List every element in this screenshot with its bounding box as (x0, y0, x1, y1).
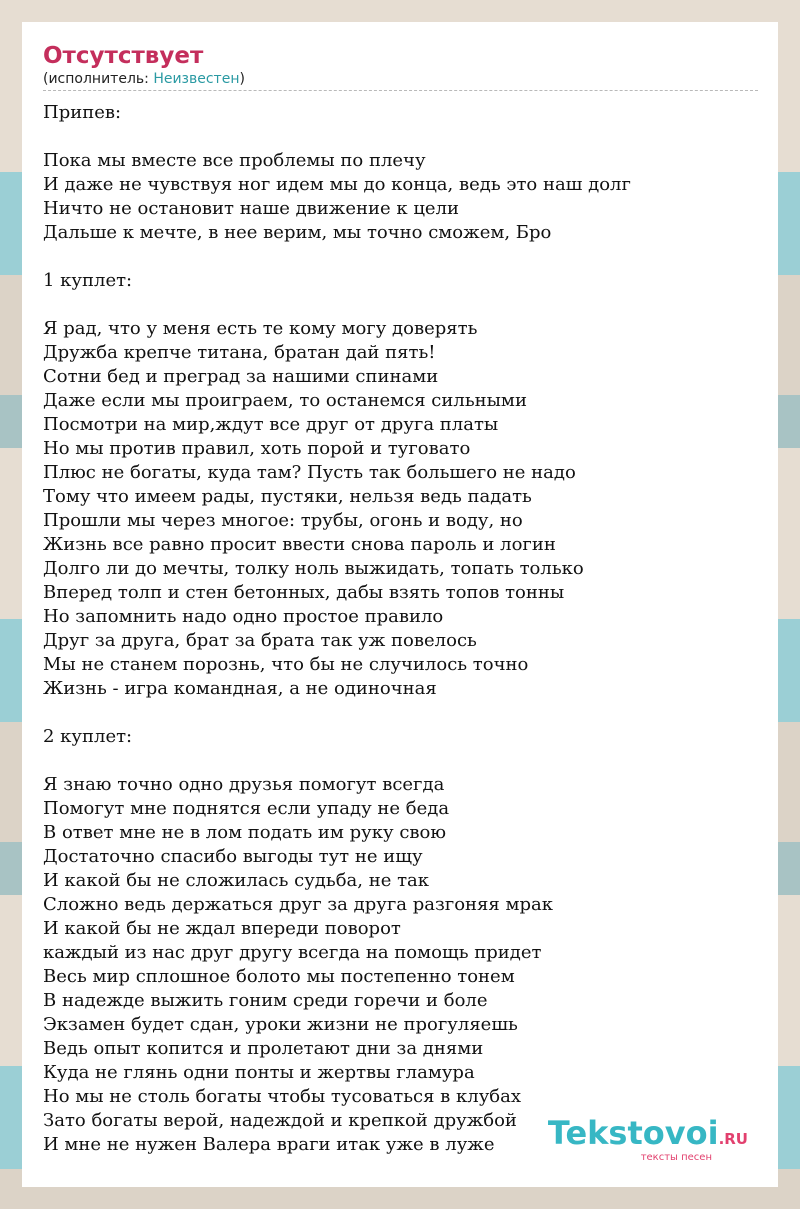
lyrics-line: Ведь опыт копится и пролетают дни за днями (43, 1038, 484, 1059)
lyrics-line: Но мы не столь богаты чтобы тусоваться в клубах (43, 1086, 522, 1107)
lyrics-line: Вперед толп и стен бетонных, дабы взять топов тонны (43, 582, 565, 603)
lyrics-line: Достаточно спасибо выгоды тут не ищу (43, 846, 423, 867)
lyrics-line: И какой бы не ждал впереди поворот (43, 918, 401, 939)
lyrics-line: Сложно ведь держаться друг за друга разгоняя мрак (43, 894, 553, 915)
lyrics-line: Долго ли до мечты, толку ноль выжидать, топать только (43, 558, 584, 579)
lyrics-line: Куда не глянь одни понты и жертвы гламура (43, 1062, 475, 1083)
logo-tld: .RU (718, 1130, 748, 1148)
lyrics-blank-line (43, 701, 758, 725)
lyrics-line: Помогут мне поднятся если упаду не беда (43, 798, 450, 819)
lyrics-card (22, 22, 778, 1187)
lyrics-line: И даже не чувствуя ног идем мы до конца, ведь это наш долг (43, 174, 631, 195)
performer-line (43, 70, 758, 91)
lyrics-line: Мы не станем порознь, что бы не случилось точно (43, 654, 529, 675)
logo-name: Tekstovoi (547, 1114, 719, 1152)
lyrics-line: Жизнь - игра командная, а не одиночная (43, 678, 437, 699)
lyrics-line: Посмотри на мир,ждут все друг от друга платы (43, 414, 499, 435)
lyrics-line: И мне не нужен Валера враги итак уже в луже (43, 1134, 495, 1155)
song-title: Отсутствует (43, 43, 204, 69)
lyrics-line: Зато богаты верой, надеждой и крепкой дружбой (43, 1110, 517, 1131)
lyrics-blank-line (43, 125, 758, 149)
lyrics-line: каждый из нас друг другу всегда на помощь придет (43, 942, 542, 963)
lyrics-text (43, 101, 758, 1157)
lyrics-blank-line (43, 749, 758, 773)
lyrics-line: Даже если мы проиграем, то останемся сильными (43, 390, 527, 411)
logo-tagline: тексты песен (640, 1152, 712, 1163)
lyrics-line: И какой бы не сложилась судьба, не так (43, 870, 430, 891)
lyrics-line: Ничто не остановит наше движение к цели (43, 198, 459, 219)
lyrics-line: Но мы против правил, хоть порой и туговато (43, 438, 471, 459)
lyrics-line: Но запомнить надо одно простое правило (43, 606, 444, 627)
lyrics-line: Весь мир сплошное болото мы постепенно тонем (43, 966, 515, 987)
lyrics-line: Пока мы вместе все проблемы по плечу (43, 150, 426, 171)
performer-suffix: ) (239, 71, 245, 87)
lyrics-line: Сотни бед и преград за нашими спинами (43, 366, 439, 387)
lyrics-line: Припев: (43, 102, 122, 123)
lyrics-line: Тому что имеем рады, пустяки, нельзя ведь падать (43, 486, 532, 507)
lyrics-line: Экзамен будет сдан, уроки жизни не прогуляешь (43, 1014, 518, 1035)
lyrics-line: Жизнь все равно просит ввести снова пароль и логин (43, 534, 556, 555)
lyrics-line: Прошли мы через многое: трубы, огонь и воду, но (43, 510, 523, 531)
performer-prefix: (исполнитель: (43, 71, 154, 87)
lyrics-line: 2 куплет: (43, 726, 133, 747)
lyrics-line: Дружба крепче титана, братан дай пять! (43, 342, 436, 363)
lyrics-line: Я рад, что у меня есть те кому могу доверять (43, 318, 478, 339)
lyrics-line: В надежде выжить гоним среди горечи и боле (43, 990, 488, 1011)
lyrics-line: Плюс не богаты, куда там? Пусть так большего не надо (43, 462, 576, 483)
lyrics-line: В ответ мне не в лом подать им руку свою (43, 822, 447, 843)
performer-link[interactable]: Неизвестен (153, 71, 240, 87)
lyrics-line: Друг за друга, брат за брата так уж повелось (43, 630, 477, 651)
lyrics-blank-line (43, 293, 758, 317)
lyrics-line: 1 куплет: (43, 270, 133, 291)
lyrics-line: Я знаю точно одно друзья помогут всегда (43, 774, 445, 795)
site-logo[interactable] (547, 1114, 748, 1163)
lyrics-blank-line (43, 245, 758, 269)
lyrics-line: Дальше к мечте, в нее верим, мы точно сможем, Бро (43, 222, 552, 243)
